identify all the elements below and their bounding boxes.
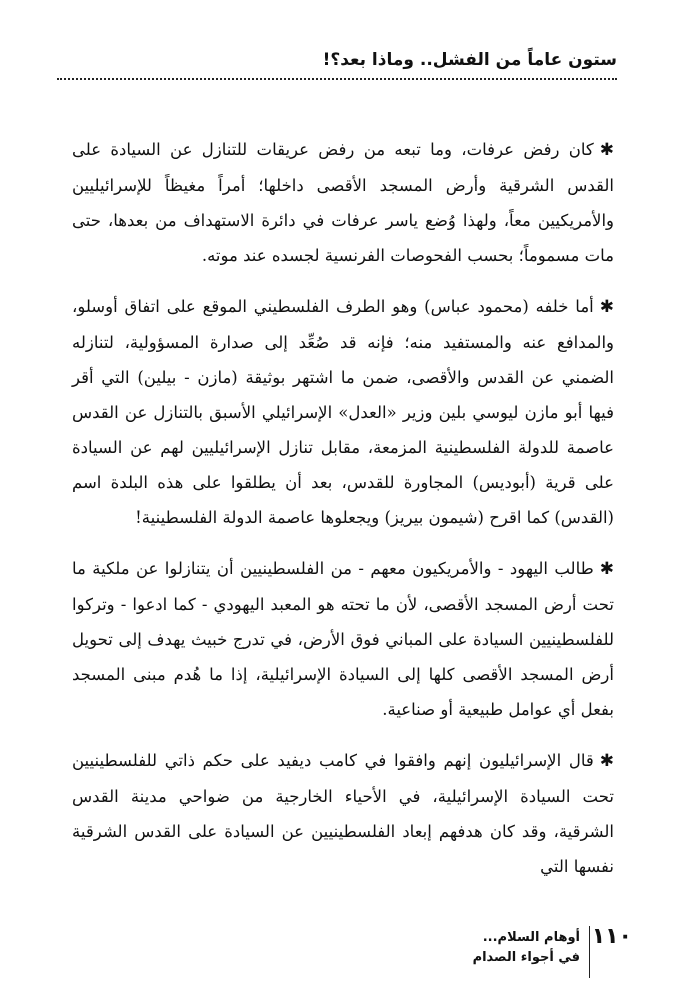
running-header	[57, 48, 617, 84]
book-title	[473, 928, 580, 968]
paragraph-1	[72, 132, 614, 273]
book-title-line-1: أوهام السلام...	[482, 930, 580, 945]
header-dotted-rule	[57, 78, 617, 80]
footer-divider	[589, 926, 590, 978]
paragraph-text: قال الإسرائيليون إنهم وافقوا في كامب ديفيد على حكم ذاتي للفلسطينيين تحت السيادة الإسرائيلية، في الأحياء الخارجية من ضواحي مدينة القدس الشرقية، وقد كان هدفهم إبعاد الفلسطينيين عن السيادة على القدس الشرقية نفسها التي	[72, 751, 614, 876]
paragraph-3	[72, 551, 614, 727]
paragraph-text: كان رفض عرفات، وما تبعه من رفض عريقات للتنازل عن السيادة على القدس الشرقية وأرض المسجد الأقصى داخلها؛ أمراً مغيظاً للإسرائيليين والأمريكيين معاً، ولهذا وُضع ياسر عرفات في دائرة الاستهداف من بعدها، حتى مات مسموماً؛ بحسب الفحوصات الفرنسية لجسده عند موته.	[72, 140, 614, 265]
page-footer	[0, 920, 674, 980]
page-body	[72, 132, 614, 900]
paragraph-4	[72, 743, 614, 884]
page-number: ١١٠	[591, 924, 632, 949]
asterisk-bullet-icon: ✱	[599, 751, 614, 771]
book-title-line-2: في أجواء الصدام	[472, 950, 580, 965]
asterisk-bullet-icon: ✱	[599, 559, 614, 579]
chapter-title: ستون عاماً من الفشل.. وماذا بعد؟!	[322, 50, 617, 70]
paragraph-text: طالب اليهود - والأمريكيون معهم - من الفلسطينيين أن يتنازلوا عن ملكية ما تحت أرض المسجد الأقصى، لأن ما تحته هو المعبد اليهودي - كما ادعوا - وتركوا للفلسطينيين السيادة على المباني فوق الأرض، في تدرج خبيث يهدف إلى تحويل أرض المسجد الأقصى كلها إلى السيادة الإسرائيلية، إذا ما هُدم مبنى المسجد بفعل أي عوامل طبيعية أو صناعية.	[72, 559, 614, 719]
paragraph-text: أما خلفه (محمود عباس) وهو الطرف الفلسطيني الموقع على اتفاق أوسلو، والمدافع عنه والمستفيد منه؛ فإنه قد صُعِّد إلى صدارة المسؤولية، لتنازله الضمني عن القدس والأقصى، ضمن ما اشتهر بوثيقة (مازن - بيلين) التي أقر فيها أبو مازن ليوسي بلين وزير «العدل» الإسرائيلي الأسبق بالتنازل عن القدس عاصمة للدولة الفلسطينية المزمعة، مقابل تنازل الإسرائيليين لهم عن السيادة على قرية (أبوديس) المجاورة للقدس، بعد أن يطلقوا على هذه البلدة اسم (القدس) كما اقرح (شيمون بيريز) ويجعلوها عاصمة الدولة الفلسطينية!	[72, 297, 614, 527]
asterisk-bullet-icon: ✱	[599, 140, 614, 160]
asterisk-bullet-icon: ✱	[599, 297, 614, 317]
paragraph-2	[72, 289, 614, 535]
